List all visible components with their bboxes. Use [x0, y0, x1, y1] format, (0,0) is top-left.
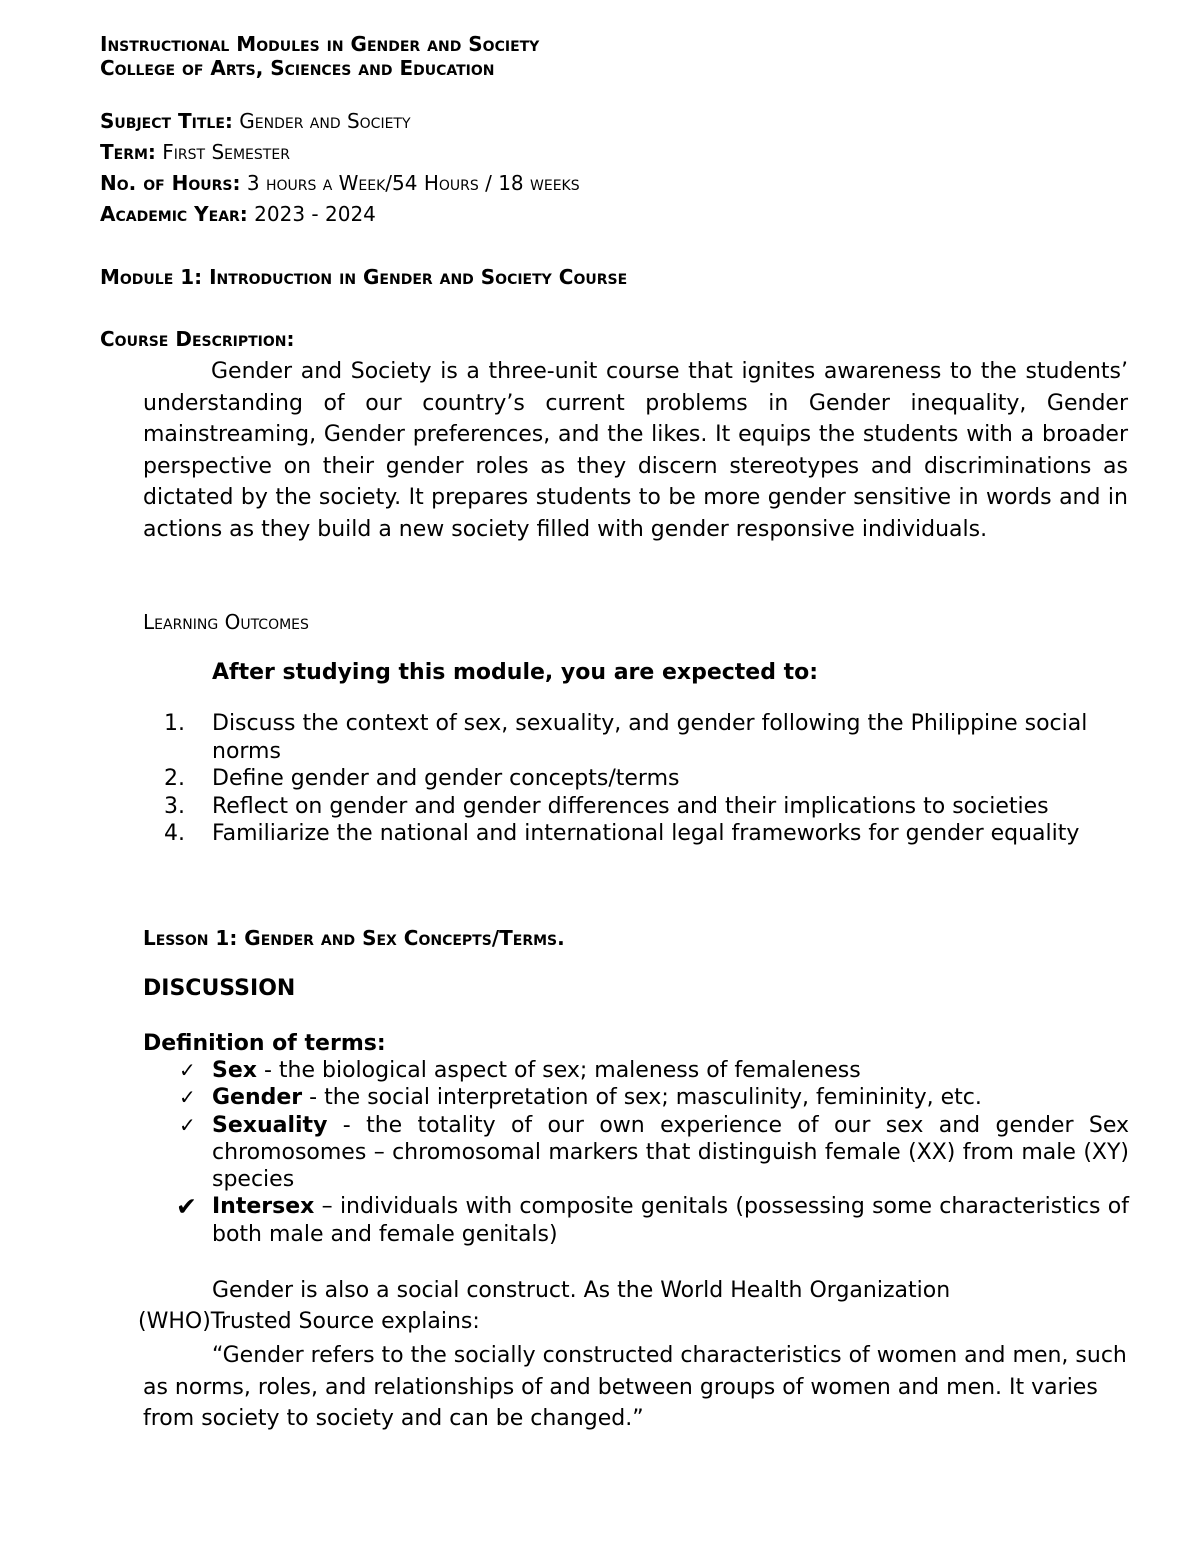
academic-year-value: 2023 - 2024 [254, 202, 376, 226]
subject-label: Subject Title: [100, 109, 233, 133]
course-description-text [143, 356, 1128, 545]
list-item [143, 820, 1128, 848]
academic-year-line [100, 202, 376, 228]
lesson-title: Lesson 1: Gender and Sex Concepts/Terms. [143, 926, 565, 950]
term-value: First Semester [162, 140, 290, 164]
academic-year-label: Academic Year: [100, 202, 248, 226]
term-definition: the totality of our own experience of our sex and gender Sex chromosomes – chromosomal markers that distinguish female (XX) from male (XY) species [212, 1112, 1129, 1193]
hours-label: No. of Hours: [100, 171, 241, 195]
list-item [143, 765, 1128, 793]
subject-title-line [100, 109, 411, 135]
list-number: 4. [164, 821, 185, 846]
term-name: Gender [212, 1085, 303, 1111]
course-description-label: Course Description: [100, 327, 295, 351]
list-item [143, 793, 1128, 821]
header-college-title: College of Arts, Sciences and Education [100, 56, 495, 80]
definitions-list [143, 1057, 1129, 1248]
check-icon: ✓ [179, 1058, 196, 1082]
definition-of-terms-heading: Definition of terms: [143, 1031, 386, 1056]
who-quote [143, 1340, 1133, 1435]
who-paragraph-line2: (WHO)Trusted Source explains: [138, 1309, 480, 1334]
list-item [143, 710, 1128, 765]
course-description-body: Gender and Society is a three-unit course that ignites awareness to the students’ understanding of our country’s current problems in Gender inequality, Gender mainstreaming, Gender preferences, and the likes. It equips the students with a broader perspective on their gender roles as they discern stereotypes and discriminations as dictated by the society. It prepares students to be more gender sensitive in words and in actions as they build a new society filled with gender responsive individuals. [143, 359, 1128, 542]
learning-outcomes-list [143, 710, 1128, 848]
check-icon: ✓ [179, 1085, 196, 1110]
learning-outcomes-label: Learning Outcomes [143, 610, 309, 634]
list-item-text: Familiarize the national and international legal frameworks for gender equality [212, 821, 1080, 846]
term-name: Intersex [212, 1194, 315, 1220]
term-separator: - [302, 1085, 325, 1111]
discussion-heading: DISCUSSION [143, 976, 296, 1001]
list-item [143, 1193, 1129, 1248]
term-name: Sex [212, 1058, 257, 1083]
term-definition: the biological aspect of sex; maleness of femaleness [278, 1058, 861, 1083]
term-label: Term: [100, 140, 156, 164]
list-number: 2. [164, 766, 185, 791]
hours-value: 3 hours a Week/54 Hours / 18 weeks [246, 171, 580, 195]
learning-outcomes-intro: After studying this module, you are expected to: [212, 660, 819, 685]
list-item-text: Define gender and gender concepts/terms [212, 766, 680, 791]
term-separator: - [327, 1112, 367, 1138]
check-bold-icon: ✔ [176, 1192, 197, 1222]
term-separator: – [314, 1194, 340, 1220]
term-name: Sexuality [212, 1112, 328, 1138]
who-paragraph-line1: Gender is also a social construct. As the World Health Organization [212, 1278, 951, 1303]
subject-value: Gender and Society [239, 109, 411, 133]
list-item [143, 1057, 1129, 1084]
module-title: Module 1: Introduction in Gender and Society Course [100, 265, 628, 289]
term-definition: the social interpretation of sex; masculinity, femininity, etc. [324, 1085, 982, 1111]
hours-line [100, 171, 580, 197]
term-definition: individuals with composite genitals (possessing some characteristics of both male and female genitals) [212, 1194, 1129, 1247]
term-line [100, 140, 290, 166]
list-number: 1. [164, 711, 185, 736]
header-modules-title: Instructional Modules in Gender and Society [100, 32, 540, 56]
term-separator: - [256, 1058, 279, 1083]
who-quote-text: “Gender refers to the socially constructed characteristics of women and men, such as norms, roles, and relationships of and between groups of women and men. It varies from society to society and can be changed.” [143, 1343, 1127, 1431]
list-item [143, 1084, 1129, 1111]
list-number: 3. [164, 793, 185, 819]
check-icon: ✓ [179, 1112, 196, 1137]
list-item-text: Discuss the context of sex, sexuality, and gender following the Philippine social norms [212, 711, 1088, 764]
list-item [143, 1112, 1129, 1194]
list-item-text: Reflect on gender and gender differences and their implications to societies [212, 793, 1049, 819]
